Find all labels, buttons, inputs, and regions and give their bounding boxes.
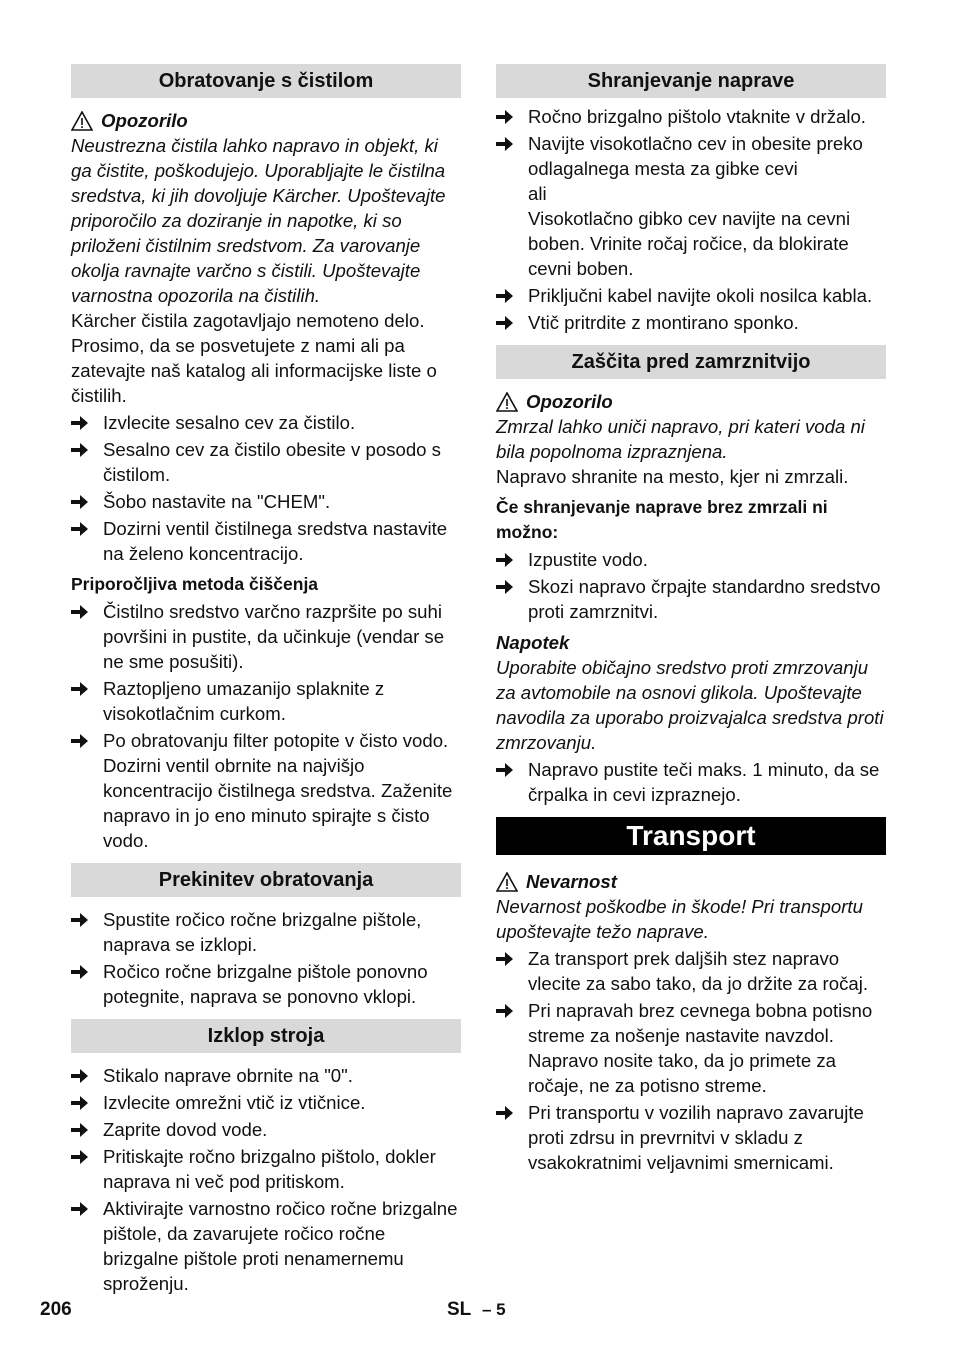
transport-list xyxy=(496,946,886,1175)
list-item: Priključni kabel navijte okoli nosilca kabla. xyxy=(496,283,886,308)
arrow-right-icon xyxy=(496,310,528,335)
list-item: Zaprite dovod vode. xyxy=(71,1117,461,1142)
arrow-right-icon xyxy=(71,489,103,514)
arrow-right-icon xyxy=(71,1090,103,1115)
list-item: Stikalo naprave obrnite na "0". xyxy=(71,1063,461,1088)
arrow-right-icon xyxy=(71,1063,103,1088)
storage-hose-text: Navijte visokotlačno cev in obesite preko odlagalnega mesta za gibke cevi xyxy=(528,133,863,179)
arrow-right-icon xyxy=(496,104,528,129)
list-item: Ročico ročne brizgalne pištole ponovno potegnite, naprava se ponovno vklopi. xyxy=(71,959,461,1009)
arrow-right-icon xyxy=(71,410,103,435)
storage-list xyxy=(496,104,886,335)
detergent-info-paragraph: Kärcher čistila zagotavljajo nemoteno delo. Prosimo, da se posvetujete z nami ali pa zatevajte naš katalog ali informacijske liste o čistilih. xyxy=(71,310,437,406)
list-item: Sesalno cev za čistilo obesite v posodo s čistilom. xyxy=(71,437,461,487)
list-item: Vtič pritrdite z montirano sponko. xyxy=(496,310,886,335)
subheading-frost-not-possible: Če shranjevanje naprave brez zmrzali ni možno: xyxy=(496,497,828,542)
arrow-right-icon xyxy=(71,907,103,957)
arrow-right-icon xyxy=(71,599,103,674)
right-column xyxy=(496,64,886,1175)
section-title-shutdown: Izklop stroja xyxy=(71,1019,461,1053)
warning-label: Opozorilo xyxy=(526,391,613,412)
arrow-right-icon xyxy=(496,998,528,1098)
danger-label: Nevarnost xyxy=(526,871,617,892)
storage-hose-alt-text: Visokotlačno gibko cev navijte na cevni boben. Vrinite ročaj ročice, da blokirate cevni boben. xyxy=(528,208,851,279)
cleaning-method-list xyxy=(71,599,461,853)
list-item: Za transport prek daljših stez napravo vlecite za sabo tako, da jo držite za ročaj. xyxy=(496,946,886,996)
warning-heading xyxy=(496,389,886,414)
interrupt-list xyxy=(71,907,461,1009)
language-code: SL xyxy=(447,1299,472,1320)
shutdown-list xyxy=(71,1063,461,1296)
subheading-recommended-method: Priporočljiva metoda čiščenja xyxy=(71,574,319,594)
list-item: Napravo pustite teči maks. 1 minuto, da se črpalka in cevi izpraznejo. xyxy=(496,757,886,807)
list-item: Čistilno sredstvo varčno razpršite po suhi površini in pustite, da učinkuje (vendar se ne sme posušiti). xyxy=(71,599,461,674)
list-item: Izpustite vodo. xyxy=(496,547,886,572)
list-item: Pritiskajte ročno brizgalno pištolo, dokler naprava ni več pod pritiskom. xyxy=(71,1144,461,1194)
section-title-operation-detergent: Obratovanje s čistilom xyxy=(71,64,461,98)
warning-label: Opozorilo xyxy=(101,110,188,131)
list-item: Raztopljeno umazanijo splaknite z visokotlačnim curkom. xyxy=(71,676,461,726)
list-item: Šobo nastavite na "CHEM". xyxy=(71,489,461,514)
or-text: ali xyxy=(528,183,547,204)
list-item: Spustite ročico ročne brizgalne pištole, naprava se izklopi. xyxy=(71,907,461,957)
detergent-steps-list xyxy=(71,410,461,566)
arrow-right-icon xyxy=(496,283,528,308)
list-item: Izvlecite sesalno cev za čistilo. xyxy=(71,410,461,435)
chapter-title-transport: Transport xyxy=(496,817,886,855)
arrow-right-icon xyxy=(71,1144,103,1194)
list-item xyxy=(496,131,886,281)
page-number: 206 xyxy=(40,1299,72,1320)
danger-heading xyxy=(496,869,886,894)
arrow-right-icon xyxy=(71,437,103,487)
list-item: Dozirni ventil čistilnega sredstva nastavite na želeno koncentracijo. xyxy=(71,516,461,566)
danger-text: Nevarnost poškodbe in škode! Pri transportu upoštevajte težo naprave. xyxy=(496,896,863,942)
list-item: Aktivirajte varnostno ročico ročne brizgalne pištole, da zavarujete ročico ročne brizgalne pištole proti nenamernemu sproženju. xyxy=(71,1196,461,1296)
frost-paragraph: Napravo shranite na mesto, kjer ni zmrzali. xyxy=(496,466,849,487)
note-text: Uporabite običajno sredstvo proti zmrzovanju za avtomobile na osnovi glikola. Upoštevajte navodila za uporabo proizvajalca sredstva proti zmrzovanju. xyxy=(496,657,884,753)
list-item: Izvlecite omrežni vtič iz vtičnice. xyxy=(71,1090,461,1115)
list-item: Ročno brizgalno pištolo vtaknite v držalo. xyxy=(496,104,886,129)
left-column xyxy=(71,64,461,1296)
warning-heading xyxy=(71,108,461,133)
arrow-right-icon xyxy=(71,516,103,566)
note-label: Napotek xyxy=(496,632,570,653)
arrow-right-icon xyxy=(496,1100,528,1175)
arrow-right-icon xyxy=(71,728,103,853)
arrow-right-icon xyxy=(71,1196,103,1296)
arrow-right-icon xyxy=(71,676,103,726)
arrow-right-icon xyxy=(496,131,528,281)
arrow-right-icon xyxy=(496,757,528,807)
section-title-storage: Shranjevanje naprave xyxy=(496,64,886,98)
list-item: Pri transportu v vozilih napravo zavarujte proti zdrsu in prevrnitvi v skladu z vsakokratnimi veljavnimi smernicami. xyxy=(496,1100,886,1175)
warning-triangle-icon xyxy=(71,111,93,131)
arrow-right-icon xyxy=(496,946,528,996)
arrow-right-icon xyxy=(71,1117,103,1142)
section-title-frost-protection: Zaščita pred zamrznitvijo xyxy=(496,345,886,379)
section-number: – 5 xyxy=(482,1300,506,1319)
frost-list xyxy=(496,547,886,624)
arrow-right-icon xyxy=(71,959,103,1009)
warning-triangle-icon xyxy=(496,872,518,892)
warning-text: Neustrezna čistila lahko napravo in objekt, ki ga čistite, poškodujejo. Uporabljajte le čistilna sredstva, ki jih dovoljuje Kärcher. Upoštevajte priporočilo za doziranje in napotke, ki so priloženi čistilnim sredstvom. Za varovanje okolja ravnajte varčno s čistili. Upoštevajte varnostna opozorila na čistilih. xyxy=(71,135,446,306)
list-item: Skozi napravo črpajte standardno sredstvo proti zamrznitvi. xyxy=(496,574,886,624)
list-item: Po obratovanju filter potopite v čisto vodo. Dozirni ventil obrnite na najvišjo koncentracijo čistilnega sredstva. Zaženite napravo in jo eno minuto spirajte s čisto vodo. xyxy=(71,728,461,853)
arrow-right-icon xyxy=(496,574,528,624)
section-title-interrupt-operation: Prekinitev obratovanja xyxy=(71,863,461,897)
warning-text: Zmrzal lahko uniči napravo, pri kateri voda ni bila popolnoma izpraznjena. xyxy=(496,416,865,462)
list-item: Pri napravah brez cevnega bobna potisno streme za nošenje nastavite navzdol. Napravo nosite tako, da jo primete za ročaje, ne za potisno streme. xyxy=(496,998,886,1098)
arrow-right-icon xyxy=(496,547,528,572)
warning-triangle-icon xyxy=(496,392,518,412)
